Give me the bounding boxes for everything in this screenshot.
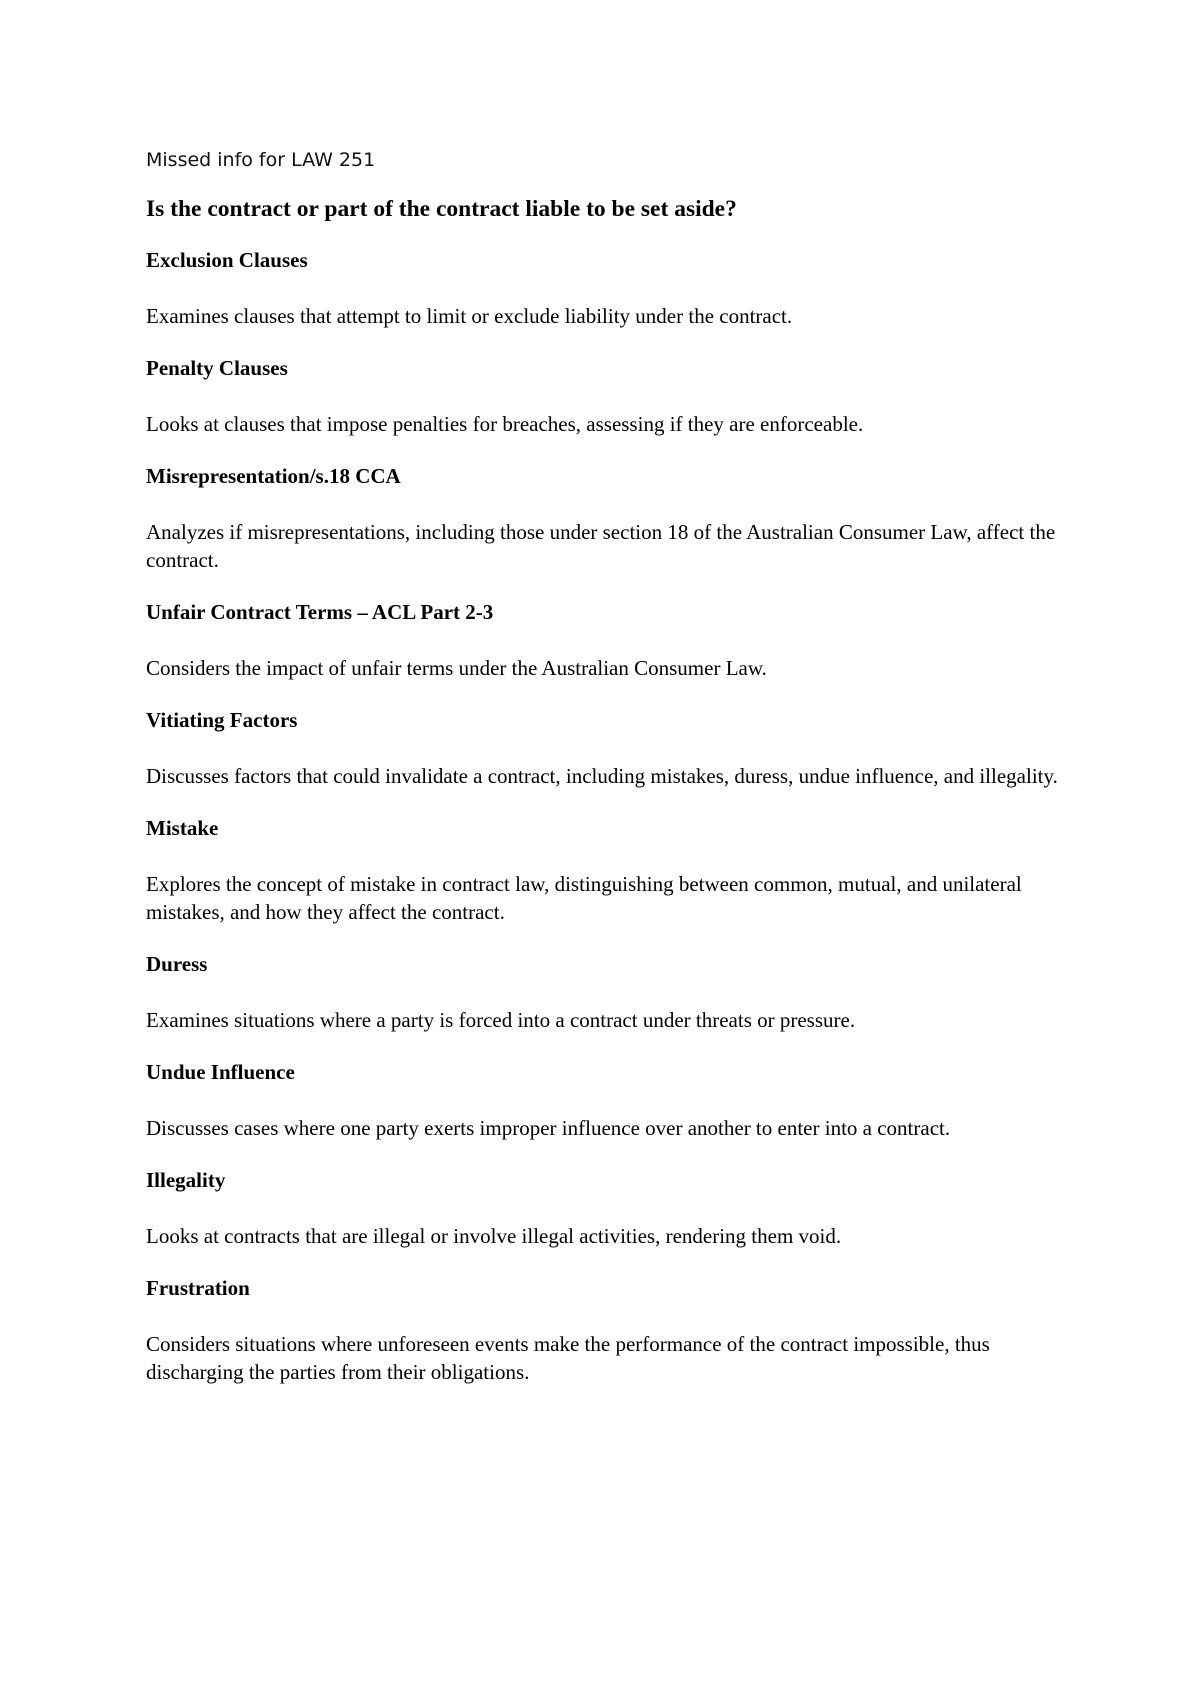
section-penalty-clauses	[146, 354, 1066, 438]
section-misrepresentation	[146, 462, 1066, 574]
section-heading: Mistake	[146, 816, 219, 840]
section-heading: Misrepresentation/s.18 CCA	[146, 464, 401, 488]
section-exclusion-clauses	[146, 246, 1066, 330]
section-body: Considers situations where unforeseen events make the performance of the contract impossible, thus discharging the parties from their obligations.	[146, 1332, 990, 1384]
section-body: Analyzes if misrepresentations, including those under section 18 of the Australian Consumer Law, affect the contract.	[146, 520, 1056, 572]
section-body: Discusses factors that could invalidate a contract, including mistakes, duress, undue influence, and illegality.	[146, 764, 1058, 788]
section-duress	[146, 950, 1066, 1034]
section-body: Considers the impact of unfair terms under the Australian Consumer Law.	[146, 656, 767, 680]
section-body: Looks at clauses that impose penalties for breaches, assessing if they are enforceable.	[146, 412, 864, 436]
document-content	[146, 148, 1066, 1410]
document-note: Missed info for LAW 251	[146, 149, 376, 171]
section-mistake	[146, 814, 1066, 926]
section-heading: Undue Influence	[146, 1060, 295, 1084]
section-body: Discusses cases where one party exerts improper influence over another to enter into a contract.	[146, 1116, 951, 1140]
document-title: Is the contract or part of the contract liable to be set aside?	[146, 196, 737, 222]
section-frustration	[146, 1274, 1066, 1386]
section-body: Examines situations where a party is forced into a contract under threats or pressure.	[146, 1008, 856, 1032]
section-body: Explores the concept of mistake in contract law, distinguishing between common, mutual, and unilateral mistakes, and how they affect the contract.	[146, 872, 1022, 924]
section-undue-influence	[146, 1058, 1066, 1142]
section-heading: Illegality	[146, 1168, 226, 1192]
section-body: Looks at contracts that are illegal or involve illegal activities, rendering them void.	[146, 1224, 842, 1248]
section-unfair-contract-terms	[146, 598, 1066, 682]
section-heading: Vitiating Factors	[146, 708, 298, 732]
section-body: Examines clauses that attempt to limit or exclude liability under the contract.	[146, 304, 793, 328]
section-heading: Duress	[146, 952, 208, 976]
section-heading: Unfair Contract Terms – ACL Part 2-3	[146, 600, 494, 624]
section-vitiating-factors	[146, 706, 1066, 790]
section-illegality	[146, 1166, 1066, 1250]
section-heading: Frustration	[146, 1276, 250, 1300]
section-heading: Penalty Clauses	[146, 356, 288, 380]
section-heading: Exclusion Clauses	[146, 248, 308, 272]
